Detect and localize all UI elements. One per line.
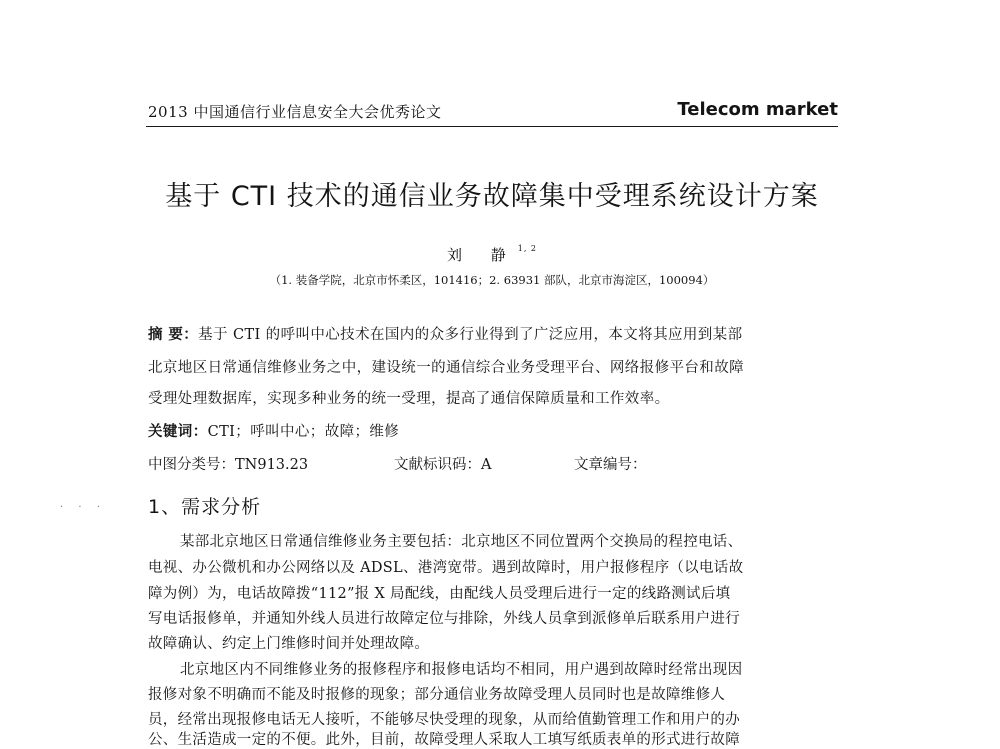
abstract-line-1: 摘 要：基于 CTI 的呼叫中心技术在国内的众多行业得到了广泛应用，本文将其应用到某部 [148,326,743,343]
author-name: 刘 静 [446,246,518,264]
clc: 中图分类号：TN913.23 [148,457,309,473]
header-rule [146,126,838,127]
keywords-value: CTI；呼叫中心；故障；维修 [207,424,400,440]
running-header-right: Telecom market [677,99,838,120]
abstract-line-3: 受理处理数据库，实现多种业务的统一受理，提高了通信保障质量和工作效率。 [148,391,670,407]
author-affiliation-marks: 1, 2 [517,244,538,253]
doc-code: 文献标识码：A [394,457,492,473]
running-header-left: 2013 中国通信行业信息安全大会优秀论文 [148,103,442,121]
abstract-label: 摘 要： [148,326,199,343]
body-line: 写电话报修单，并通知外线人员进行故障定位与排除，外线人员拿到派修单后联系用户进行 [148,611,740,627]
keywords [148,420,399,441]
body-line: 北京地区内不同维修业务的报修程序和报修电话均不相同，用户遇到故障时经常出现因 [180,662,743,678]
article-number: 文章编号： [574,457,647,473]
abstract-line-2: 北京地区日常通信维修业务之中，建设统一的通信综合业务受理平台、网络报修平台和故障 [148,360,744,376]
body-line: 公、生活造成一定的不便。此外，目前，故障受理人采取人工填写纸质表单的形式进行故障 [148,732,740,748]
paper-title: 基于 CTI 技术的通信业务故障集中受理系统设计方案 [165,181,819,212]
body-line: 障为例）为，电话故障拨“112”报 X 局配线，由配线人员受理后进行一定的线路测试后填 [148,586,731,602]
classification-row [148,453,647,474]
body-line: 故障确认、约定上门维修时间并处理故障。 [148,636,430,652]
body-line: 报修对象不明确而不能及时报修的现象；部分通信业务故障受理人员同时也是故障维修人 [148,687,726,703]
body-line: 某部北京地区日常通信维修业务主要包括：北京地区不同位置两个交换局的程控电话、 [180,534,743,550]
body-line: 电视、办公微机和办公网络以及 ADSL、港湾宽带。遇到故障时，用户报修程序（以电话故 [148,560,744,576]
affiliation: （1. 装备学院，北京市怀柔区，101416；2. 63931 部队，北京市海淀区，100094） [269,273,715,287]
keywords-label: 关键词： [148,423,208,440]
body-line: 员，经常出现报修电话无人接听，不能够尽快受理的现象，从而给值勤管理工作和用户的办 [148,712,740,728]
scan-artifact: · · · [60,502,106,513]
author [146,244,838,265]
section-heading: 1、需求分析 [148,496,262,518]
